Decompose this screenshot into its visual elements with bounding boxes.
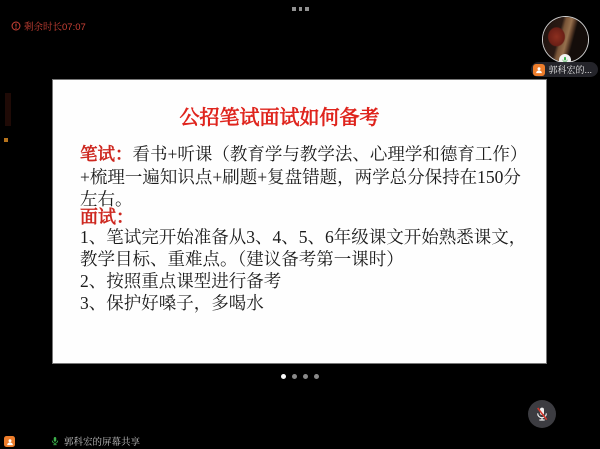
remaining-time-label: 剩余时长07:07 [24, 22, 86, 33]
participant-name-label: 郭科宏的... [548, 65, 592, 75]
remaining-time [11, 19, 86, 33]
more-options-icon [292, 7, 296, 11]
shared-slide [53, 80, 546, 363]
screen-share-status-label: 郭科宏的屏幕共享 [64, 437, 141, 448]
person-icon [533, 64, 545, 76]
mic-mute-button[interactable] [528, 400, 556, 428]
mic-muted-icon [534, 406, 550, 422]
stray-orange-dot [4, 138, 8, 142]
pagination-dot[interactable] [292, 374, 297, 379]
more-options-icon [299, 7, 303, 11]
interview-item: 1、笔试完开始准备从3、4、5、6年级课文开始熟悉课文，教学目标、重难点。（建议备考第一课时） [80, 227, 527, 269]
video-artifact-smear [5, 93, 11, 126]
more-options-icon [305, 7, 309, 11]
interview-label: 面试： [80, 207, 134, 227]
participant-name-pill [531, 62, 598, 77]
pagination-dot[interactable] [281, 374, 286, 379]
written-exam-label: 笔试： [80, 144, 133, 164]
more-options-button[interactable] [292, 7, 309, 11]
pagination-dot[interactable] [303, 374, 308, 379]
pagination-dot[interactable] [314, 374, 319, 379]
written-exam-paragraph [80, 143, 537, 211]
mic-on-icon [50, 436, 60, 446]
interview-item: 3、保护好嗓子，多喝水 [80, 293, 264, 313]
interview-item: 2、按照重点课型进行备考 [80, 271, 282, 291]
slide-title: 公招笔试面试如何备考 [179, 107, 380, 129]
warning-circle-icon [11, 21, 21, 31]
pagination-dots [0, 374, 600, 379]
person-icon [4, 436, 15, 447]
written-exam-text: 看书+听课（教育学与教学法、心理学和德育工作）+梳理一遍知识点+刷题+复盘错题，两学总分保持在150分左右。 [80, 144, 528, 209]
interview-list [80, 226, 539, 314]
sharer-badge [4, 436, 15, 447]
